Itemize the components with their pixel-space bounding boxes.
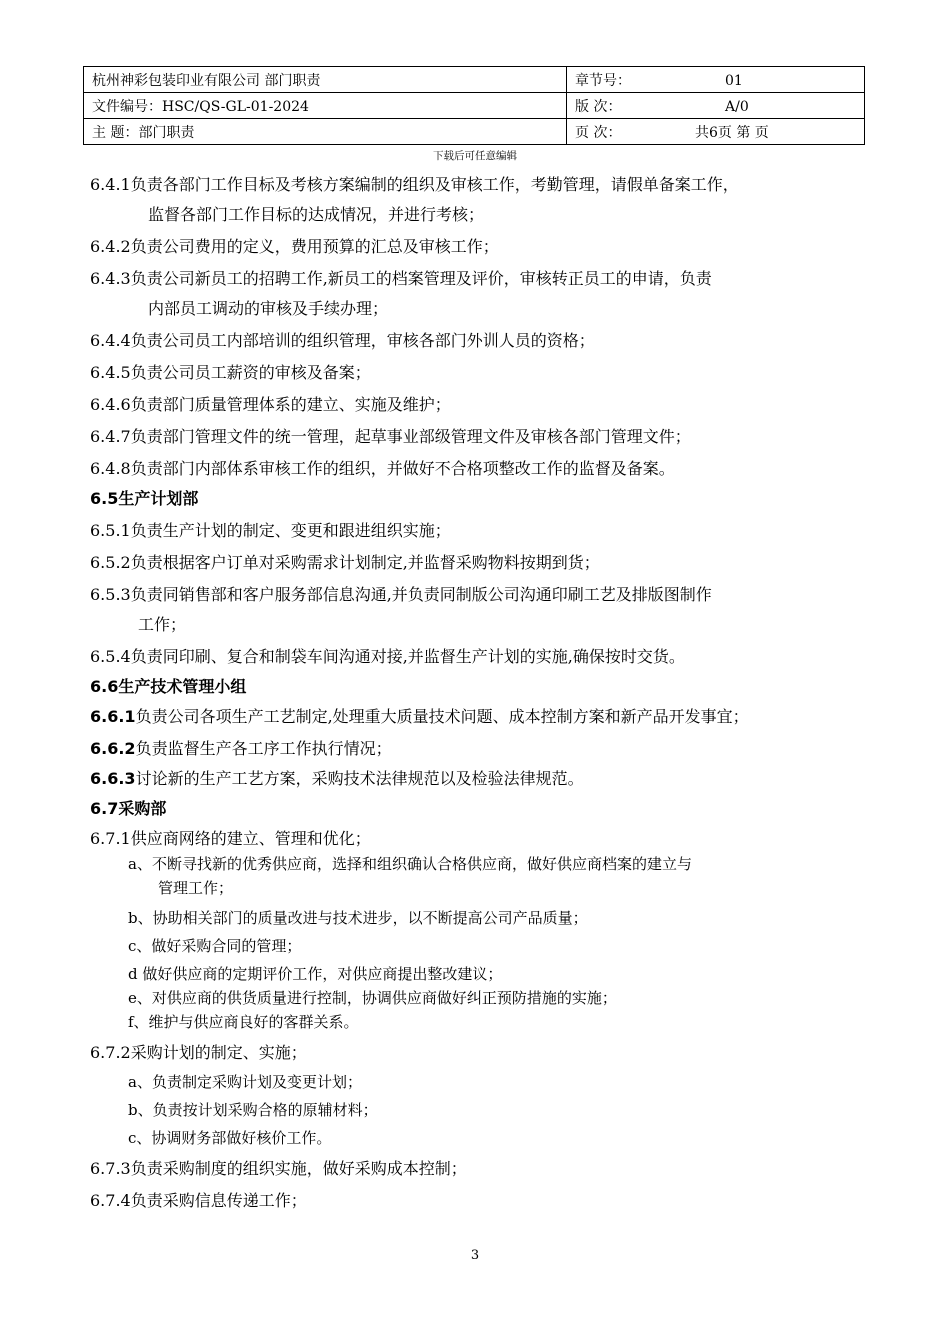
item-6-4-2: 6.4.2负责公司费用的定义，费用预算的汇总及审核工作； [90,237,499,256]
item-6-7-2-a: a、负责制定采购计划及变更计划； [128,1073,362,1091]
item-6-7-2: 6.7.2采购计划的制定、实施； [90,1043,307,1062]
item-6-7-1-a-cont: 管理工作； [158,879,234,897]
chapter-cell [567,67,865,93]
item-6-7-4: 6.7.4负责采购信息传递工作； [90,1191,307,1210]
version-label: 版 次： [575,98,622,115]
subject-cell: 主 题：部门职责 [84,119,567,145]
item-6-5-1: 6.5.1负责生产计划的制定、变更和跟进组织实施； [90,521,451,540]
version-value: A/0 [725,98,749,115]
item-6-5-3-cont: 工作； [138,615,187,634]
chapter-label: 章节号： [575,72,631,89]
item-6-7-1-e: e、对供应商的供货质量进行控制，协调供应商做好纠正预防措施的实施； [128,989,617,1007]
item-6-7-2-c: c、协调财务部做好核价工作。 [128,1129,332,1147]
item-6-4-5: 6.4.5负责公司员工薪资的审核及备案； [90,363,371,382]
edit-note: 下载后可任意编辑 [433,150,517,162]
document-body [90,172,870,1214]
item-6-6-2-num: 6.6.2 [90,739,136,758]
item-6-4-8: 6.4.8负责部门内部体系审核工作的组织，并做好不合格项整改工作的监督及备案。 [90,459,675,478]
item-6-4-3-cont: 内部员工调动的审核及手续办理； [148,299,389,318]
item-6-4-7: 6.4.7负责部门管理文件的统一管理，起草事业部级管理文件及审核各部门管理文件； [90,427,691,446]
item-6-6-3-num: 6.6.3 [90,769,136,788]
item-6-6-1-text: 负责公司各项生产工艺制定,处理重大质量技术问题、成本控制方案和新产品开发事宜； [135,707,749,726]
item-6-7-1-d: d 做好供应商的定期评价工作，对供应商提出整改建议； [128,965,503,983]
pages-value: 共6页 第 页 [695,124,769,141]
item-6-7-1: 6.7.1供应商网络的建立、管理和优化； [90,829,371,848]
section-6-7-title: 6.7采购部 [90,799,167,818]
item-6-6-2 [90,736,870,762]
pages-cell [567,119,865,145]
item-6-7-2-b: b、负责按计划采购合格的原辅材料； [128,1101,378,1119]
item-6-5-4: 6.5.4负责同印刷、复合和制袋车间沟通对接,并监督生产计划的实施,确保按时交货。 [90,647,685,666]
item-6-4-4: 6.4.4负责公司员工内部培训的组织管理，审核各部门外训人员的资格； [90,331,595,350]
item-6-6-2-text: 负责监督生产各工序工作执行情况； [135,739,392,758]
item-6-6-1 [90,704,870,730]
item-6-6-3-text: 讨论新的生产工艺方案，采购技术法律规范以及检验法律规范。 [135,769,584,788]
item-6-7-1-c: c、做好采购合同的管理； [128,937,302,955]
item-6-4-3: 6.4.3负责公司新员工的招聘工作,新员工的档案管理及评价，审核转正员工的申请，负责 [90,269,712,288]
item-6-5-3: 6.5.3负责同销售部和客户服务部信息沟通,并负责同制版公司沟通印刷工艺及排版图制作 [90,585,712,604]
item-6-6-3 [90,766,870,792]
section-6-6-title: 6.6生产技术管理小组 [90,677,247,696]
item-6-7-1-a: a、不断寻找新的优秀供应商，选择和组织确认合格供应商，做好供应商档案的建立与 [128,855,692,873]
item-6-6-1-num: 6.6.1 [90,707,136,726]
document-header-table [83,66,865,145]
item-6-5-2: 6.5.2负责根据客户订单对采购需求计划制定,并监督采购物料按期到货； [90,553,600,572]
company-cell: 杭州神彩包装印业有限公司 部门职责 [84,67,567,93]
item-6-4-6: 6.4.6负责部门质量管理体系的建立、实施及维护； [90,395,451,414]
pages-label: 页 次： [575,124,622,141]
chapter-value: 01 [725,72,743,89]
version-cell [567,93,865,119]
item-6-7-3: 6.7.3负责采购制度的组织实施，做好采购成本控制； [90,1159,467,1178]
section-6-5-title: 6.5生产计划部 [90,489,199,508]
item-6-4-1-cont: 监督各部门工作目标的达成情况，并进行考核； [148,205,485,224]
page-number: 3 [470,1248,480,1263]
doc-no-cell: 文件编号：HSC/QS-GL-01-2024 [84,93,567,119]
item-6-7-1-f: f、维护与供应商良好的客群关系。 [128,1013,359,1031]
item-6-7-1-b: b、协助相关部门的质量改进与技术进步，以不断提高公司产品质量； [128,909,588,927]
item-6-4-1: 6.4.1负责各部门工作目标及考核方案编制的组织及审核工作，考勤管理，请假单备案工作， [90,175,739,194]
